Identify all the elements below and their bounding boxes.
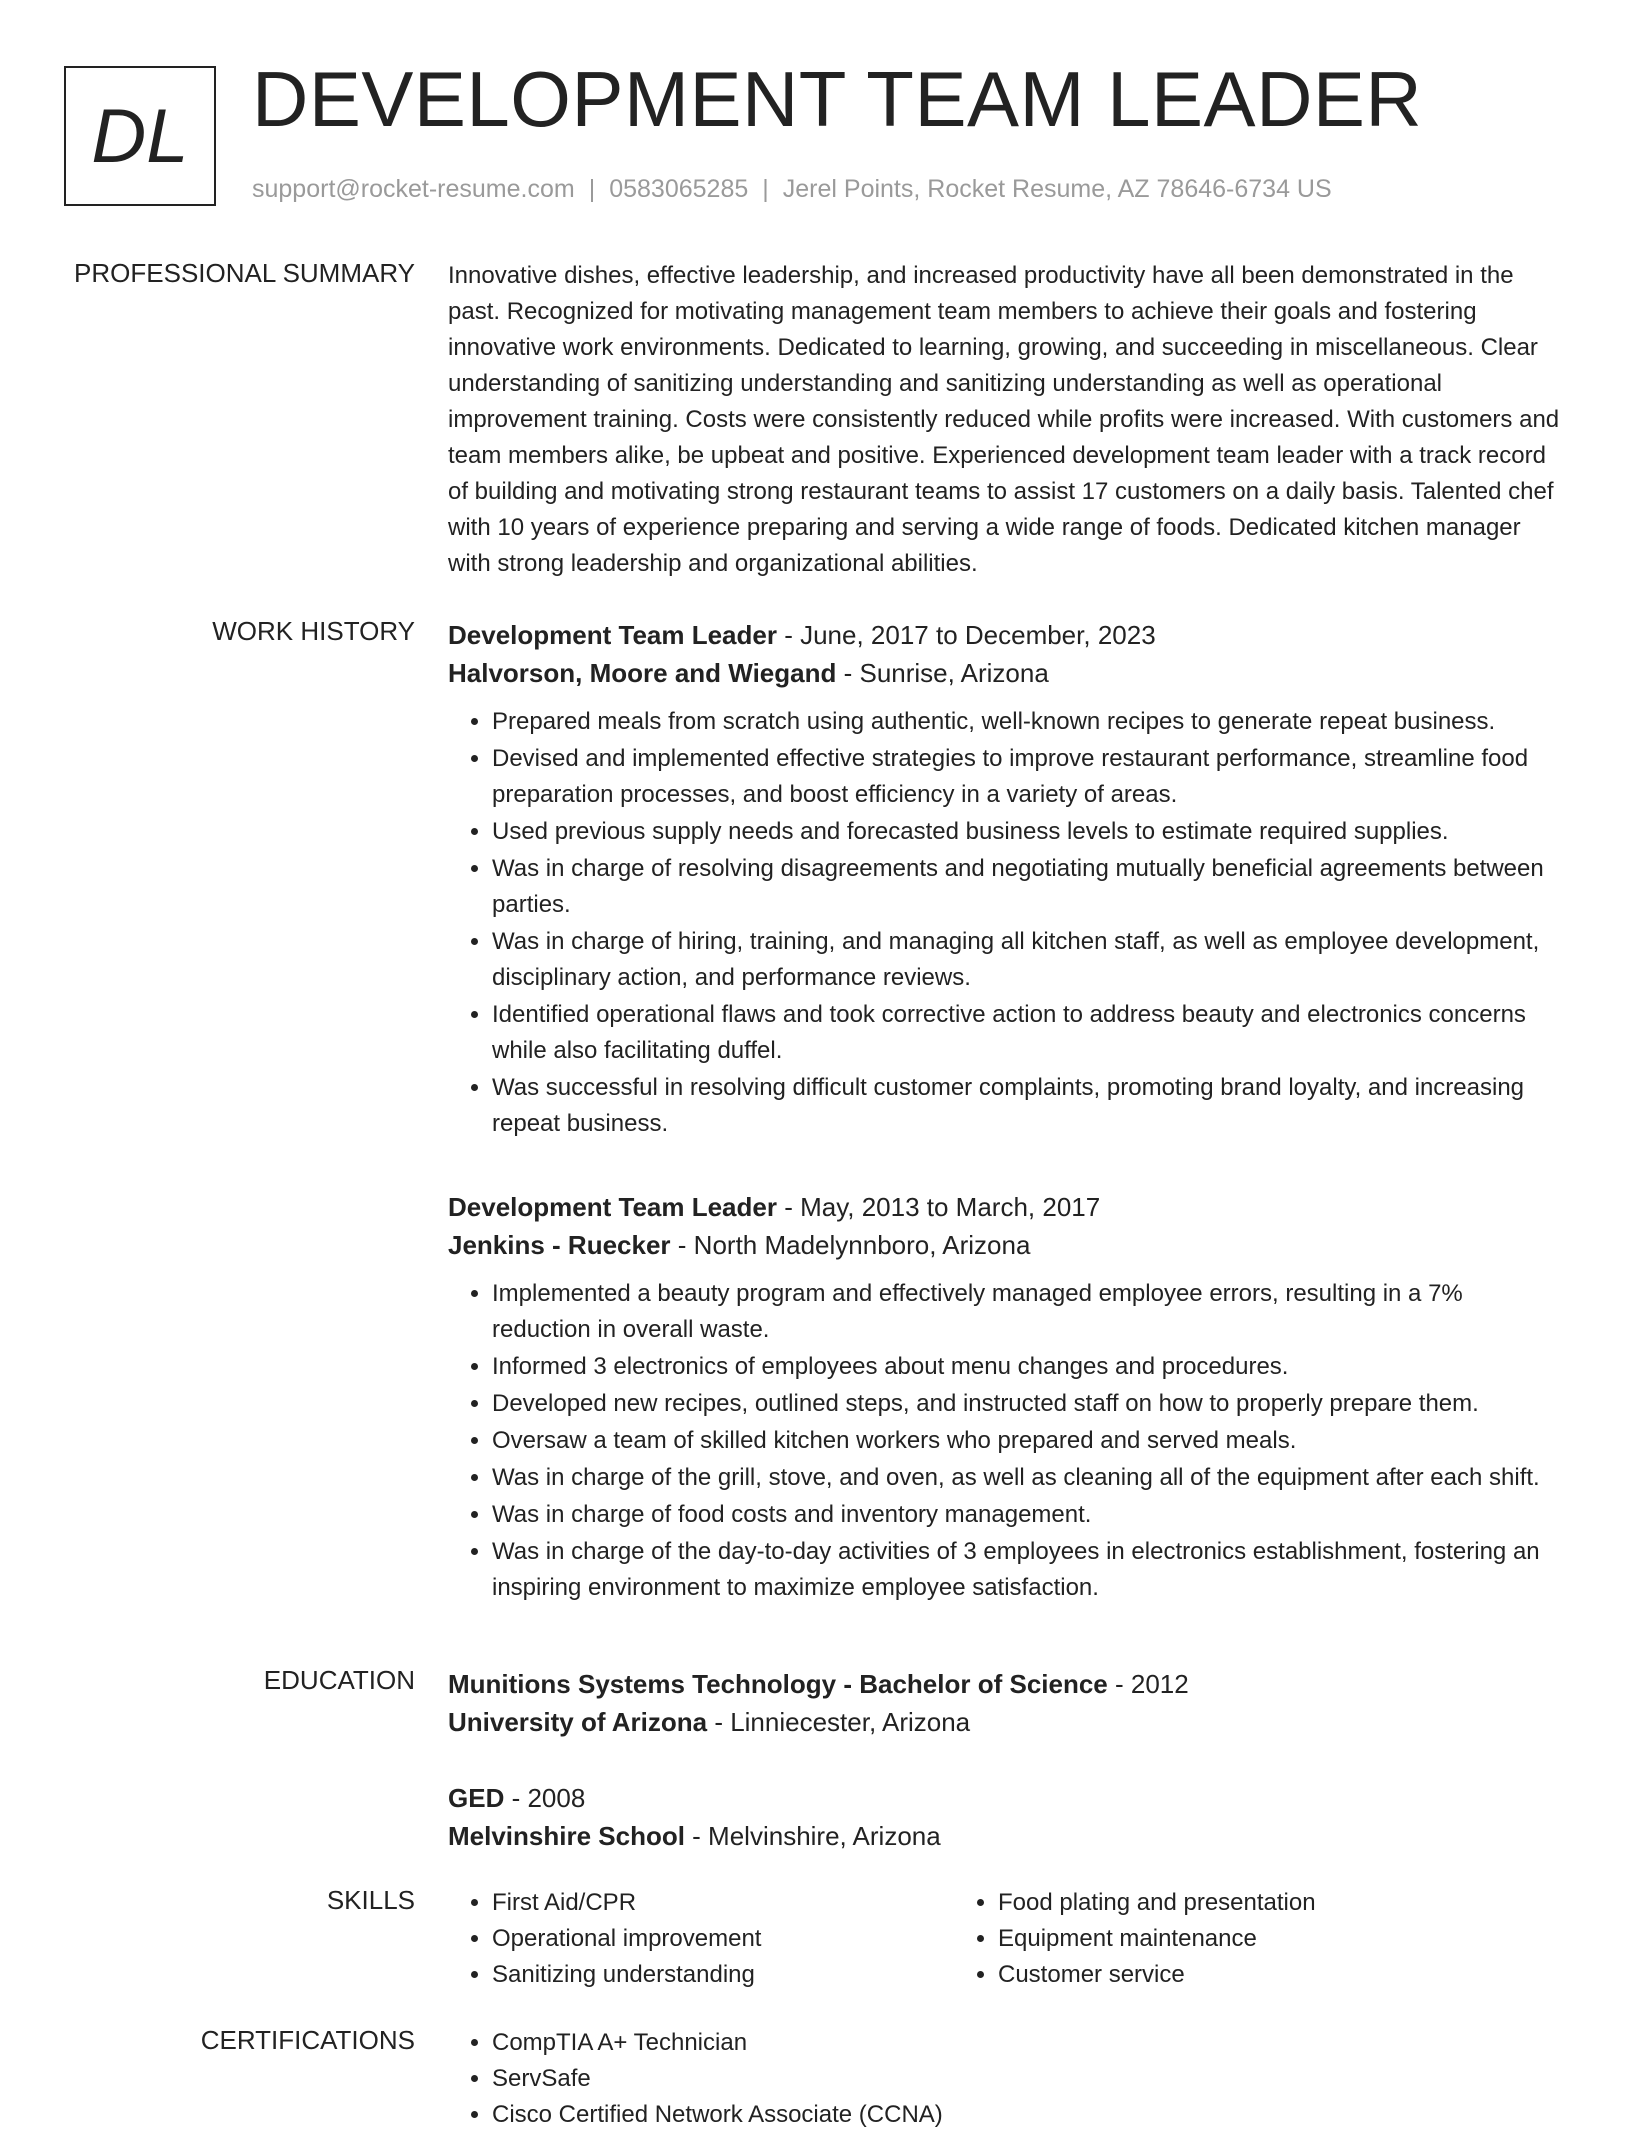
list-item: • Implemented a beauty program and effectively managed employee errors, resulting in a 7% reduction in overall waste. [492,1276,1560,1348]
list-item: • Was successful in resolving difficult customer complaints, promoting brand loyalty, and increasing repeat business. [492,1070,1560,1142]
education-entry [448,1665,1560,1741]
education-year: - 2012 [1107,1669,1189,1699]
job-entry [448,1188,1560,1606]
skills-column-2 [954,1885,1460,1993]
certifications-list [448,2025,1560,2133]
list-item: • Prepared meals from scratch using authentic, well-known recipes to generate repeat business. [492,704,1560,740]
contact-address: Jerel Points, Rocket Resume, AZ 78646-6734 US [782,175,1332,203]
job-dates: - June, 2017 to December, 2023 [776,620,1156,650]
summary-body [448,258,1560,582]
list-item: • CompTIA A+ Technician [492,2025,1560,2061]
work-body [448,616,1560,1652]
contact-line [252,175,1332,204]
list-item: • Identified operational flaws and took corrective action to address beauty and electronics concerns while also facilitating duffel. [492,997,1560,1069]
section-label-summary: PROFESSIONAL SUMMARY [74,258,415,288]
job-bullets [448,704,1560,1142]
list-item: • Customer service [998,1957,1460,1993]
education-school: University of Arizona [448,1707,708,1737]
list-item: • Was in charge of food costs and inventory management. [492,1497,1560,1533]
skills-grid [448,1885,1560,1993]
certifications-body [448,2025,1560,2133]
list-item: • Developed new recipes, outlined steps, and instructed staff on how to properly prepare them. [492,1386,1560,1422]
list-item: • Used previous supply needs and forecasted business levels to estimate required supplies. [492,814,1560,850]
list-item: • Was in charge of the grill, stove, and oven, as well as cleaning all of the equipment after each shift. [492,1460,1560,1496]
list-item: • Food plating and presentation [998,1885,1460,1921]
job-company-line [448,1226,1560,1264]
education-degree: Munitions Systems Technology - Bachelor of Science [448,1669,1108,1699]
list-item: • Sanitizing understanding [492,1957,954,1993]
job-title: Development Team Leader [448,1192,777,1222]
job-dates: - May, 2013 to March, 2017 [776,1192,1101,1222]
job-title-line [448,1188,1560,1226]
list-item: • Was in charge of the day-to-day activities of 3 employees in electronics establishment, fostering an inspiring environment to maximize employee satisfaction. [492,1534,1560,1606]
education-degree-line [448,1779,1560,1817]
list-item: • Was in charge of resolving disagreements and negotiating mutually beneficial agreements between parties. [492,851,1560,923]
education-body [448,1665,1560,1893]
contact-email: support@rocket-resume.com [252,175,575,203]
list-item: • Was in charge of hiring, training, and managing all kitchen staff, as well as employee development, disciplinary action, and performance reviews. [492,924,1560,996]
education-year: - 2008 [504,1783,586,1813]
contact-separator: | [762,175,769,203]
resume-title: DEVELOPMENT TEAM LEADER [252,55,1423,143]
job-company: Halvorson, Moore and Wiegand [448,658,837,688]
skills-column-1 [448,1885,954,1993]
list-item: • Equipment maintenance [998,1921,1460,1957]
job-company-line [448,654,1560,692]
list-item: • Informed 3 electronics of employees about menu changes and procedures. [492,1349,1560,1385]
education-location: - Linniecester, Arizona [707,1707,971,1737]
education-school: Melvinshire School [448,1821,685,1851]
contact-separator: | [588,175,596,203]
education-school-line [448,1817,1560,1855]
summary-text: Innovative dishes, effective leadership, and increased productivity have all been demonstrated in the past. Recognized for motivating management team members to achieve their goals and fostering innovative work environments. Dedicated to learning, growing, and succeeding in miscellaneous. Clear understanding of sanitizing understanding and sanitizing understanding as well as operational improvement training. Costs were consistently reduced while profits were increased. With customers and team members alike, be upbeat and positive. Experienced development team leader with a track record of building and motivating strong restaurant teams to assist 17 customers on a daily basis. Talented chef with 10 years of experience preparing and serving a wide range of foods. Dedicated kitchen manager with strong leadership and organizational abilities. [448,262,1560,577]
list-item: • ServSafe [492,2061,1560,2097]
education-entry [448,1779,1560,1855]
section-label-skills: SKILLS [326,1885,415,1915]
job-entry [448,616,1560,1142]
list-item: • Oversaw a team of skilled kitchen workers who prepared and served meals. [492,1423,1560,1459]
list-item: • Devised and implemented effective strategies to improve restaurant performance, streamline food preparation processes, and boost efficiency in a variety of areas. [492,741,1560,813]
list-item: • Cisco Certified Network Associate (CCNA) [492,2097,1560,2133]
section-label-work: WORK HISTORY [212,616,415,646]
contact-phone: 0583065285 [609,175,749,203]
job-title: Development Team Leader [448,620,777,650]
job-bullets [448,1276,1560,1606]
job-location: - North Madelynnboro, Arizona [670,1230,1031,1260]
education-location: - Melvinshire, Arizona [684,1821,941,1851]
section-label-education: EDUCATION [263,1665,415,1695]
list-item: • Operational improvement [492,1921,954,1957]
initials-monogram: DL [64,66,216,206]
job-title-line [448,616,1560,654]
section-label-certifications: CERTIFICATIONS [200,2025,415,2055]
education-degree: GED [448,1783,505,1813]
list-item: • First Aid/CPR [492,1885,954,1921]
job-company: Jenkins - Ruecker [448,1230,671,1260]
education-school-line [448,1703,1560,1741]
education-degree-line [448,1665,1560,1703]
skills-body [448,1885,1560,1993]
job-location: - Sunrise, Arizona [836,658,1049,688]
